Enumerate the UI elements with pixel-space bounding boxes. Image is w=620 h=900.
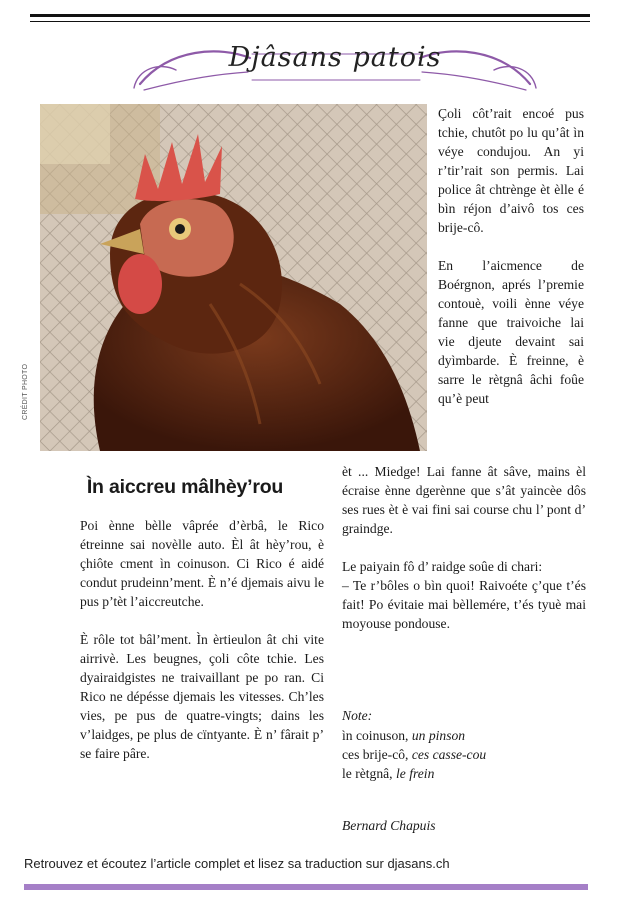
note-term: ìn coinuson,	[342, 728, 412, 743]
note-title: Note:	[342, 708, 373, 723]
note-term: le rètgnâ,	[342, 766, 396, 781]
paragraph: È rôle tot bâl’ment. Ìn èrtieulon ât chi vite airrivè. Les beugnes, çoli côte tchie. Les dyairaidgistes ne traivaillant pe po ran. Ci Rico ne dépésse djemais les vitesses. Ch’les vies, pe pus de quatre-vingts; dains les v’laidges, pe plus de cïntyante. È n’ fârait p’ se faire pâre.	[80, 632, 324, 761]
note-meaning: ces casse-cou	[411, 747, 487, 762]
note-meaning: un pinson	[411, 728, 466, 743]
top-rule-thin	[30, 21, 590, 22]
top-rule	[30, 14, 590, 17]
author-byline: Bernard Chapuis	[342, 818, 436, 833]
paragraph: En l’aicmence de Boérgnon, aprés l’premie contouè, voili ènne véye fanne que traivoiche lai vie djeute devaint sai dyìmbarde. È freinne, è sarre le rètgnâ âchi foûe qu’è peut	[438, 258, 584, 406]
paragraph: Poi ènne bèlle vâprée d’èrbâ, le Rico étreinne sai novèlle auto. Èl ât hèy’rou, è çhiôte cment ìn coinuson. Ci Rico é aidé condut prudeinn’ment. È n’é djemais aivu le pus p’tèt l’aiccreutche.	[80, 518, 324, 609]
article-column-top-right	[438, 104, 584, 408]
note-term: ces brije-cô,	[342, 747, 412, 762]
article-column-left	[80, 516, 324, 763]
paragraph: èt ... Miedge! Lai fanne ât sâve, mains èl écraise ènne dgerènne que s’ât yaincèe dôs ses rues èt è vai fini sai course chu l’ pont d’ graindge.	[342, 464, 586, 536]
masthead	[130, 28, 540, 98]
paragraph: Çoli côt’rait encoé pus tchie, chutôt po lu qu’ât ìn véye condujou. An yi r’tir’rait son permis. Lai police ât chtrènge èt èlle é bìn réjon d’aivô tos ces brije-cô.	[438, 106, 584, 235]
article-column-right	[342, 462, 586, 633]
note-item	[342, 764, 586, 783]
glossary-note	[342, 706, 586, 783]
note-meaning: le frein	[395, 766, 435, 781]
photo-credit: CRÉDIT PHOTO	[22, 363, 29, 420]
article-headline: Ìn aiccreu mâlhèy’rou	[86, 476, 284, 498]
masthead-title: Djâsans patois	[228, 42, 442, 73]
hen-photo	[40, 104, 427, 451]
paragraph: – Te r’bôles o bìn quoi! Raivoéte ç’que t’és fait! Po évitaie mai bèllemére, t’és tyuè mai moyouse pondouse.	[342, 578, 586, 631]
note-item	[342, 726, 586, 745]
note-item	[342, 745, 586, 764]
footer-text: Retrouvez et écoutez l’article complet et lisez sa traduction sur djasans.ch	[24, 856, 450, 871]
paragraph: Le paiyain fô d’ raidge soûe di chari:	[342, 559, 543, 574]
footer-rule	[24, 884, 588, 890]
